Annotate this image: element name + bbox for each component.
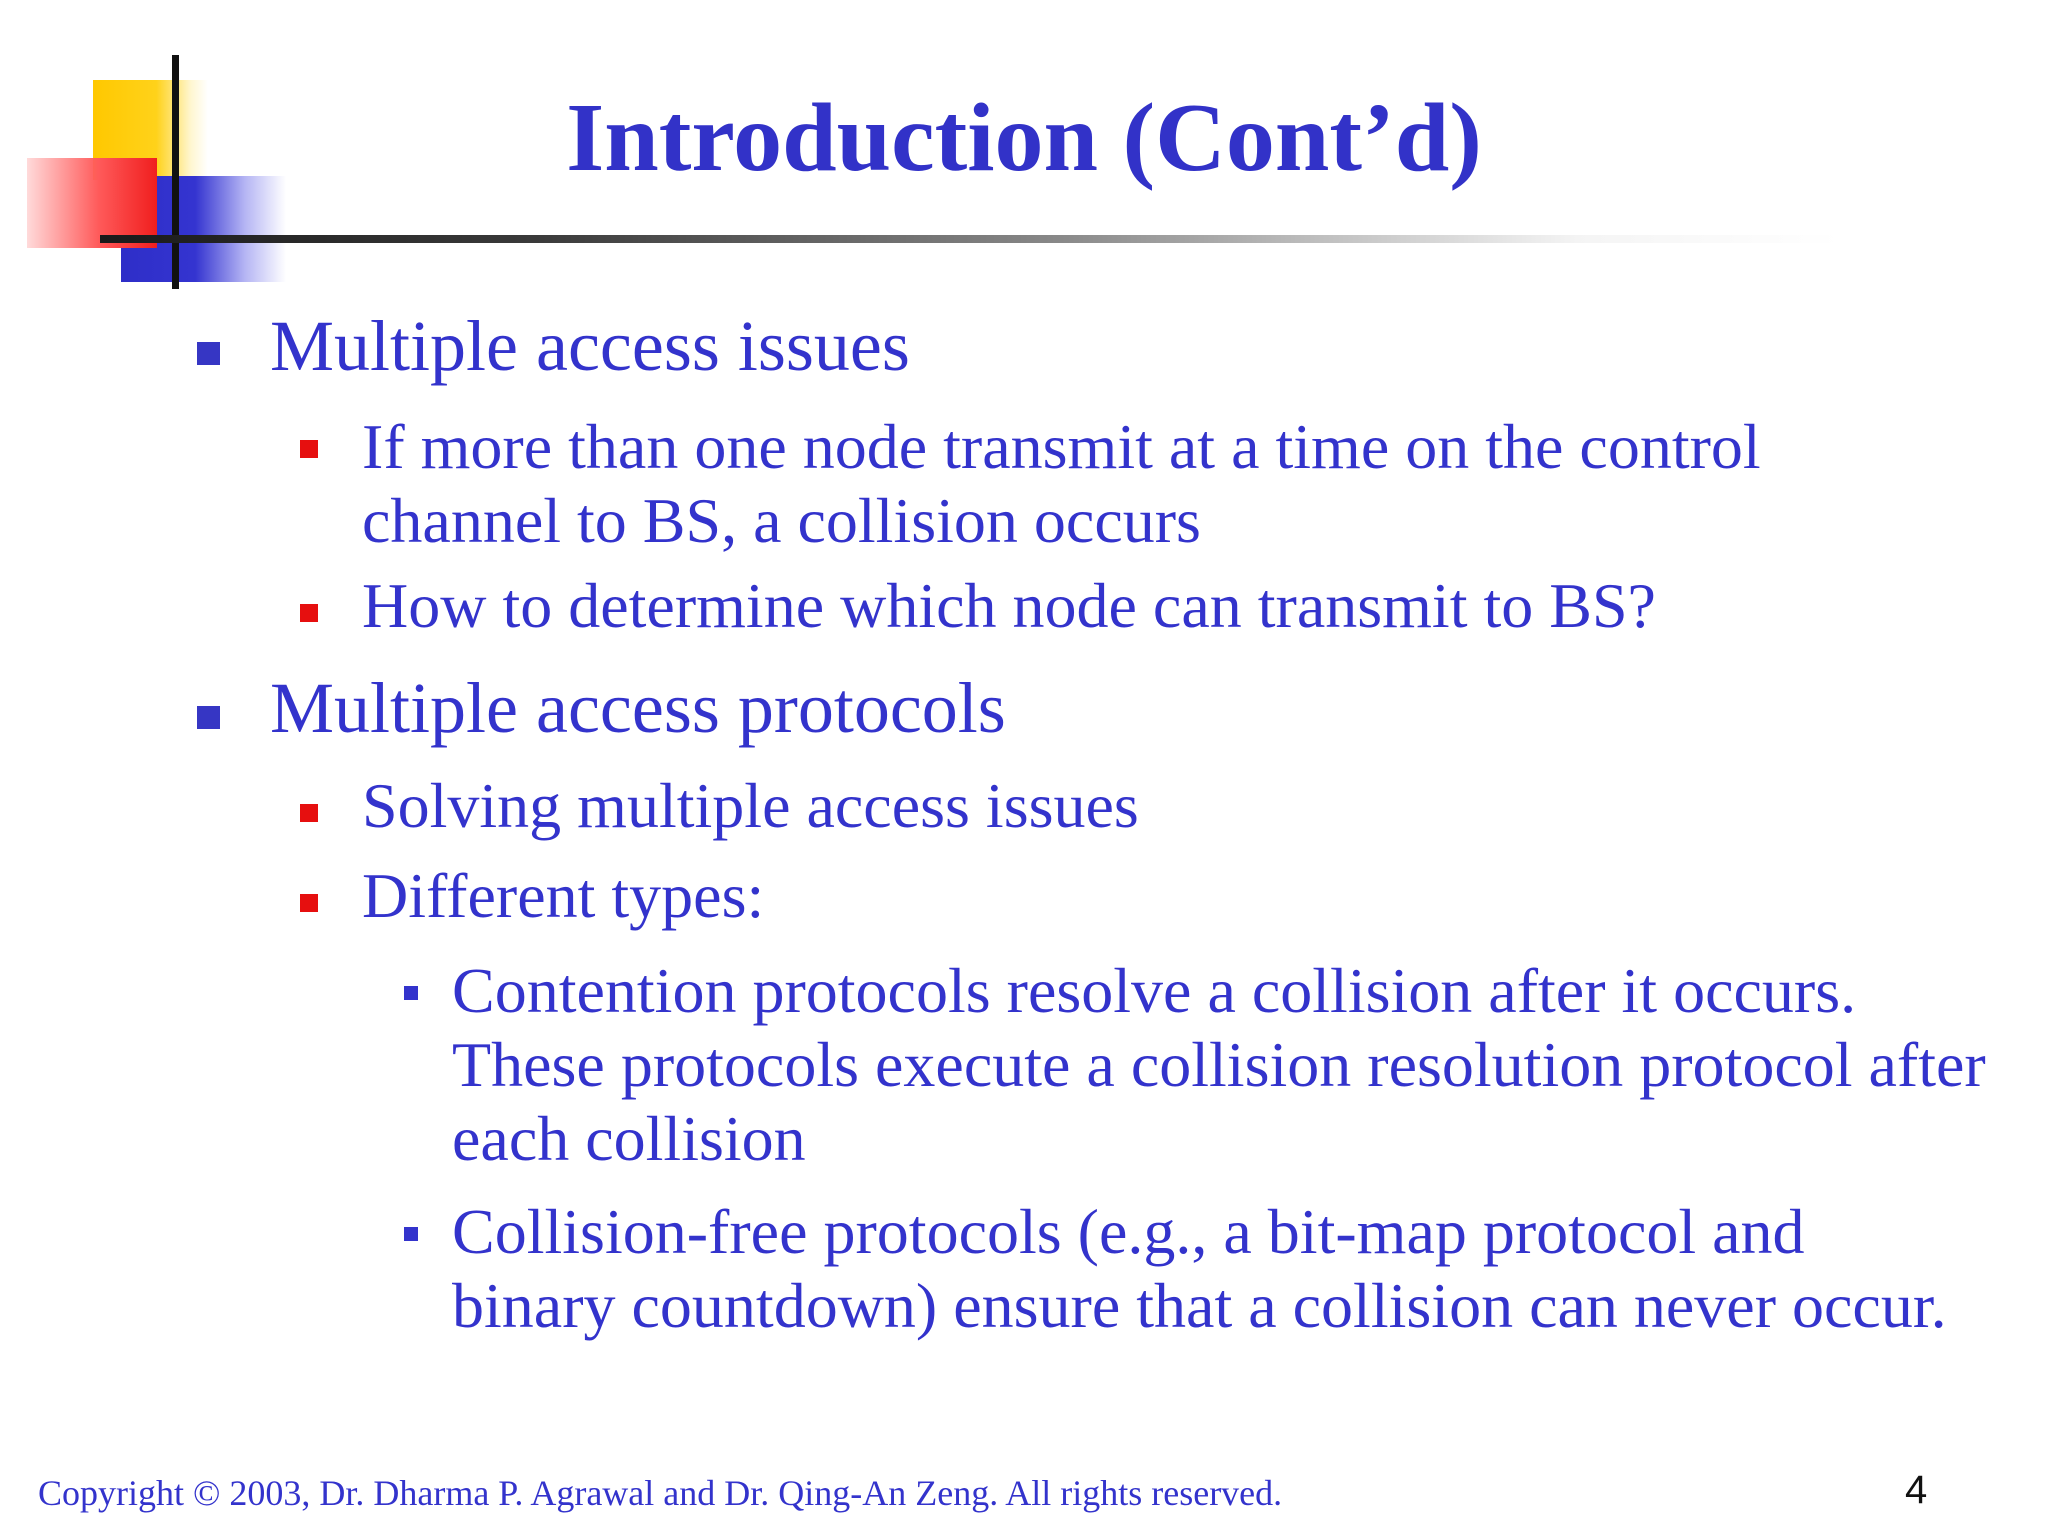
bullet-square-icon <box>300 894 318 912</box>
bullet-square-icon <box>197 342 220 365</box>
bullet-collision-free-protocols <box>452 1195 1972 1343</box>
bullet-multiple-access-issues <box>270 306 1970 386</box>
bullet-text: Multiple access protocols <box>270 668 1006 748</box>
slide-title: Introduction (Cont’d) <box>566 84 1482 192</box>
bullet-multiple-access-protocols <box>270 668 1970 748</box>
bullet-square-icon <box>300 604 318 622</box>
bullet-square-icon <box>404 1227 418 1241</box>
bullet-square-icon <box>197 706 220 729</box>
bullet-text: If more than one node transmit at a time on the control channel to BS, a collision occurs <box>362 411 1761 556</box>
bullet-solving-issues <box>362 770 1962 841</box>
bullet-text: Collision-free protocols (e.g., a bit-map protocol and binary countdown) ensure that a collision can never occur. <box>452 1196 1947 1341</box>
bullet-text: Different types: <box>362 860 765 931</box>
bullet-text: Multiple access issues <box>270 306 910 386</box>
bullet-square-icon <box>300 804 318 822</box>
bullet-determine-node <box>362 570 1962 641</box>
bullet-collision-occurs <box>362 410 1922 558</box>
title-underline <box>100 235 1840 243</box>
bullet-different-types <box>362 860 1962 931</box>
bullet-text: Solving multiple access issues <box>362 770 1139 841</box>
bullet-square-icon <box>404 986 418 1000</box>
bullet-square-icon <box>300 440 318 458</box>
bullet-text: Contention protocols resolve a collision after it occurs. These protocols execute a collision resolution protocol after each collision <box>452 955 1986 1174</box>
bullet-contention-protocols <box>452 954 2012 1176</box>
page-number: 4 <box>1905 1468 1928 1512</box>
copyright-footer: Copyright © 2003, Dr. Dharma P. Agrawal and Dr. Qing-An Zeng. All rights reserved. <box>38 1473 1283 1513</box>
bullet-text: How to determine which node can transmit to BS? <box>362 570 1656 641</box>
